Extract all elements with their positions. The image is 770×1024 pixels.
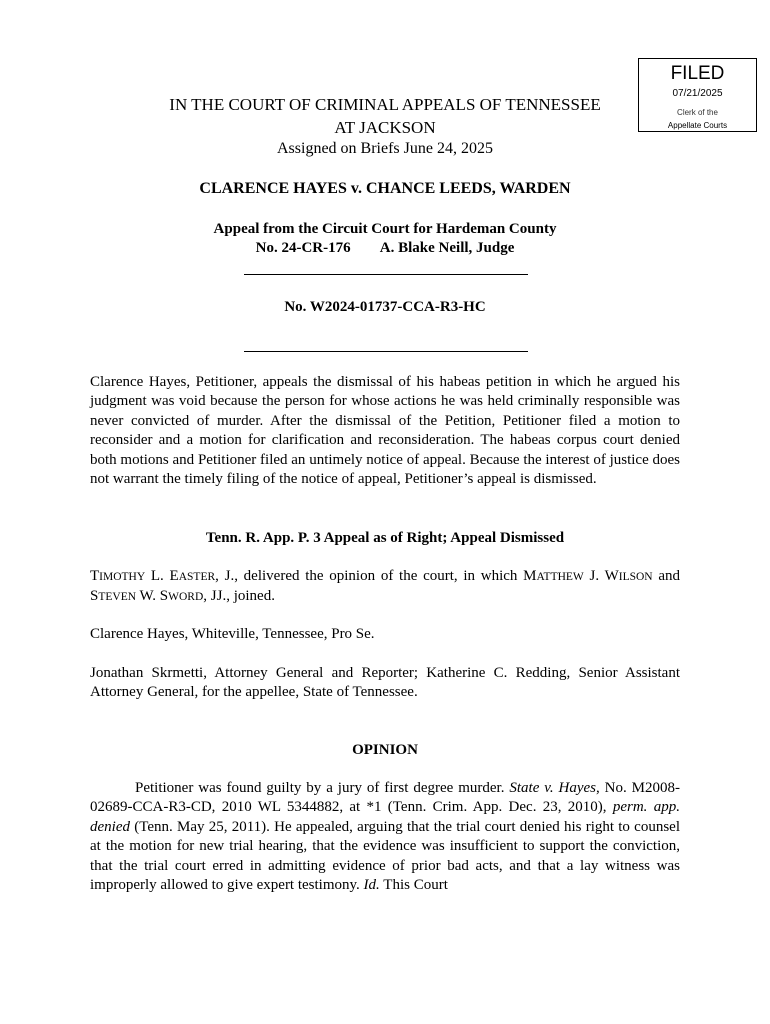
appeal-from-line: Appeal from the Circuit Court for Hardeman County	[213, 221, 557, 237]
stamp-filed-label: FILED	[670, 63, 725, 84]
author-last-initial: E	[169, 568, 179, 584]
judge2-first-rest: TEVEN	[98, 591, 137, 604]
trial-docket-judge-text: No. 24-CR-176 A. Blake Neill, Judge	[255, 240, 515, 256]
joined-text: , JJ., joined.	[203, 588, 275, 605]
judge2-first-initial: S	[90, 588, 99, 605]
perm-app-denied: perm. app. denied	[90, 799, 680, 835]
opinion-text-3: (Tenn. May 25, 2011). He appealed, arguing that the trial court denied his right to counsel at the motion for new trial hearing, that the evidence was insufficient to support the conviction, that the trial court erred in admitting evidence of prior bad acts, and that a lay witness was improperly allowed to give expert testimony.	[90, 818, 680, 894]
divider-top	[244, 274, 528, 275]
and-conjunction: and	[652, 568, 680, 584]
judge1-last-rest: ILSON	[618, 571, 653, 583]
judge2-middle: W.	[136, 588, 160, 605]
stamp-clerk-of: Clerk of the	[677, 108, 718, 117]
case-citation-name: State v. Hayes	[509, 780, 596, 796]
author-first-initial: T	[90, 568, 100, 584]
petitioner-counsel: Clarence Hayes, Whiteville, Tennessee, Pro Se.	[90, 626, 375, 642]
opinion-text-1: Petitioner was found guilty by a jury of first degree murder.	[135, 780, 510, 796]
case-summary: Clarence Hayes, Petitioner, appeals the dismissal of his habeas petition in which he argued his judgment was void because the person for whose actions he was held criminally responsible was never convicted of murder. After the dismissal of the Petition, Petitioner filed a motion to reconsider and a motion for clarification and reconsideration. The habeas corpus court denied both motions and Petitioner filed an untimely notice of appeal. Because the interest of justice does not warrant the timely filing of the notice of appeal, Petitioner’s appeal is dismissed.	[90, 374, 680, 488]
author-first-rest: IMOTHY	[99, 571, 146, 583]
stamp-date: 07/21/2025	[672, 88, 723, 99]
disposition: Tenn. R. App. P. 3 Appeal as of Right; Appeal Dismissed	[205, 530, 565, 546]
opinion-paragraph	[90, 779, 680, 895]
judge1-first-initial: M	[523, 568, 537, 584]
court-name: IN THE COURT OF CRIMINAL APPEALS OF TENNESSEE	[169, 95, 601, 114]
judge2-last-initial: S	[159, 588, 169, 605]
assigned-date: Assigned on Briefs June 24, 2025	[277, 140, 493, 157]
opinion-heading: OPINION	[352, 742, 418, 758]
divider-bottom	[244, 351, 528, 352]
author-middle: L.	[145, 568, 170, 584]
authoring-judges	[90, 567, 680, 608]
appellee-counsel: Jonathan Skrmetti, Attorney General and Reporter; Katherine C. Redding, Senior Assistant Attorney General, for the appellee, State of Tennessee.	[90, 665, 680, 701]
opinion-text-2: , No. M2008-02689-CCA-R3-CD, 2010 WL 5344882, at *1 (Tenn. Crim. App. Dec. 23, 2010),	[90, 780, 680, 816]
id-citation: Id.	[363, 877, 380, 894]
judge1-first-rest: ATTHEW	[536, 571, 584, 583]
judge2-last-rest: WORD	[168, 591, 204, 604]
trial-docket-and-judge	[90, 238, 680, 258]
judge1-last-initial: W	[604, 568, 619, 584]
case-caption: CLARENCE HAYES v. CHANCE LEEDS, WARDEN	[199, 180, 571, 197]
appellate-docket-number: No. W2024-01737-CCA-R3-HC	[284, 299, 486, 315]
opinion-text-4: This Court	[379, 877, 448, 894]
author-suffix: , J., delivered the opinion of the court, in which	[215, 568, 524, 584]
stamp-appellate-courts: Appellate Courts	[667, 121, 728, 130]
court-location: AT JACKSON	[334, 118, 436, 137]
judge1-middle: J.	[583, 568, 605, 584]
author-last-rest: ASTER	[178, 571, 216, 583]
